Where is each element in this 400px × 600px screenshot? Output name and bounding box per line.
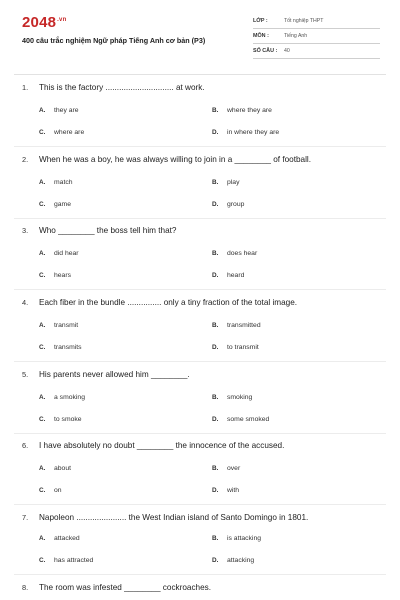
option-a[interactable] [39, 465, 71, 472]
option-letter: B. [212, 535, 219, 542]
question-text: When he was a boy, he was always willing to join in a ________ of football. [39, 155, 312, 164]
option-text: in where they are [227, 129, 280, 136]
option-text: play [227, 179, 240, 186]
question-number: 3. [22, 226, 29, 235]
option-letter: C. [39, 487, 46, 494]
option-letter: D. [212, 487, 219, 494]
option-c[interactable] [39, 487, 62, 494]
question-7 [22, 513, 382, 564]
option-text: attacked [54, 535, 80, 542]
option-c[interactable] [39, 557, 93, 564]
option-letter: B. [212, 250, 219, 257]
question-divider [14, 504, 386, 505]
question-text: Who ________ the boss tell him that? [39, 226, 177, 235]
option-letter: B. [212, 107, 219, 114]
question-text: Napoleon ...................... the West Indian island of Santo Domingo in 1801. [39, 513, 309, 522]
meta-box [253, 14, 380, 59]
question-divider [14, 574, 386, 575]
question-divider [14, 146, 386, 147]
option-text: smoking [227, 394, 253, 401]
option-b[interactable] [212, 107, 272, 114]
option-text: transmit [54, 322, 79, 329]
question-text: This is the factory .............................. at work. [39, 83, 205, 92]
option-text: with [227, 487, 240, 494]
option-b[interactable] [212, 465, 240, 472]
meta-row-class [253, 14, 380, 29]
question-divider [14, 433, 386, 434]
question-3 [22, 226, 382, 279]
question-number: 2. [22, 155, 29, 164]
option-text: heard [227, 272, 245, 279]
meta-label: MÔN : [253, 33, 269, 39]
option-c[interactable] [39, 129, 84, 136]
question-number: 1. [22, 83, 29, 92]
option-b[interactable] [212, 322, 261, 329]
option-letter: C. [39, 416, 46, 423]
option-b[interactable] [212, 250, 257, 257]
document-header [0, 0, 400, 62]
option-letter: D. [212, 272, 219, 279]
option-text: group [227, 201, 245, 208]
option-text: where are [54, 129, 85, 136]
option-c[interactable] [39, 416, 82, 423]
option-a[interactable] [39, 322, 78, 329]
header-divider [14, 74, 386, 75]
meta-value: 40 [284, 48, 290, 54]
site-logo[interactable] [22, 14, 66, 31]
option-text: transmitted [227, 322, 261, 329]
question-text: I have absolutely no doubt ________ the innocence of the accused. [39, 441, 285, 450]
option-text: over [227, 465, 241, 472]
option-a[interactable] [39, 394, 85, 401]
option-text: does hear [227, 250, 258, 257]
document-title: 400 câu trắc nghiệm Ngữ pháp Tiếng Anh cơ bản (P3) [22, 36, 206, 45]
option-letter: A. [39, 465, 46, 472]
option-letter: B. [212, 179, 219, 186]
question-divider [14, 218, 386, 219]
logo-text: 2048 [22, 14, 57, 31]
option-text: about [54, 465, 72, 472]
option-text: on [54, 487, 62, 494]
option-letter: A. [39, 322, 46, 329]
question-2 [22, 155, 382, 208]
option-d[interactable] [212, 201, 244, 208]
option-text: a smoking [54, 394, 85, 401]
option-text: game [54, 201, 72, 208]
option-d[interactable] [212, 129, 279, 136]
meta-row-count [253, 44, 380, 59]
meta-label: LỚP : [253, 18, 268, 24]
question-4 [22, 298, 382, 351]
option-letter: C. [39, 129, 46, 136]
question-number: 4. [22, 298, 29, 307]
question-1 [22, 83, 382, 136]
option-c[interactable] [39, 272, 71, 279]
option-text: transmits [54, 344, 82, 351]
option-text: is attacking [227, 535, 262, 542]
option-c[interactable] [39, 344, 82, 351]
option-text: did hear [54, 250, 79, 257]
option-c[interactable] [39, 201, 71, 208]
meta-value: Tốt nghiệp THPT [284, 18, 324, 24]
option-text: attacking [227, 557, 255, 564]
option-text: hears [54, 272, 72, 279]
option-letter: B. [212, 322, 219, 329]
question-number: 5. [22, 370, 29, 379]
question-divider [14, 361, 386, 362]
option-letter: B. [212, 394, 219, 401]
option-letter: A. [39, 179, 46, 186]
option-letter: C. [39, 344, 46, 351]
option-text: has attracted [54, 557, 94, 564]
option-text: some smoked [227, 416, 270, 423]
option-letter: D. [212, 129, 219, 136]
option-d[interactable] [212, 272, 244, 279]
option-letter: A. [39, 250, 46, 257]
question-6 [22, 441, 382, 494]
option-text: match [54, 179, 73, 186]
question-5 [22, 370, 382, 423]
option-letter: A. [39, 394, 46, 401]
option-text: to transmit [227, 344, 259, 351]
option-letter: C. [39, 272, 46, 279]
option-letter: D. [212, 416, 219, 423]
option-a[interactable] [39, 107, 79, 114]
option-letter: A. [39, 107, 46, 114]
option-a[interactable] [39, 250, 79, 257]
option-letter: C. [39, 201, 46, 208]
option-d[interactable] [212, 487, 239, 494]
question-number: 8. [22, 583, 29, 592]
option-d[interactable] [212, 344, 259, 351]
option-b[interactable] [212, 535, 261, 542]
question-number: 7. [22, 513, 29, 522]
option-letter: D. [212, 557, 219, 564]
option-d[interactable] [212, 557, 254, 564]
option-letter: D. [212, 344, 219, 351]
option-letter: B. [212, 465, 219, 472]
option-a[interactable] [39, 535, 80, 542]
option-d[interactable] [212, 416, 269, 423]
option-a[interactable] [39, 179, 73, 186]
question-divider [14, 289, 386, 290]
option-text: where they are [227, 107, 272, 114]
option-text: they are [54, 107, 79, 114]
question-text: His parents never allowed him ________. [39, 370, 190, 379]
meta-value: Tiếng Anh [284, 33, 308, 39]
option-b[interactable] [212, 394, 252, 401]
option-b[interactable] [212, 179, 239, 186]
question-number: 6. [22, 441, 29, 450]
meta-label: SỐ CÂU : [253, 48, 278, 54]
option-letter: C. [39, 557, 46, 564]
option-letter: D. [212, 201, 219, 208]
option-text: to smoke [54, 416, 82, 423]
question-text: The room was infested ________ cockroaches. [39, 583, 212, 592]
meta-row-subject [253, 29, 380, 44]
logo-suffix: .vn [57, 17, 67, 23]
question-8 [22, 583, 382, 597]
option-letter: A. [39, 535, 46, 542]
question-text: Each fiber in the bundle ............... only a tiny fraction of the total image. [39, 298, 298, 307]
